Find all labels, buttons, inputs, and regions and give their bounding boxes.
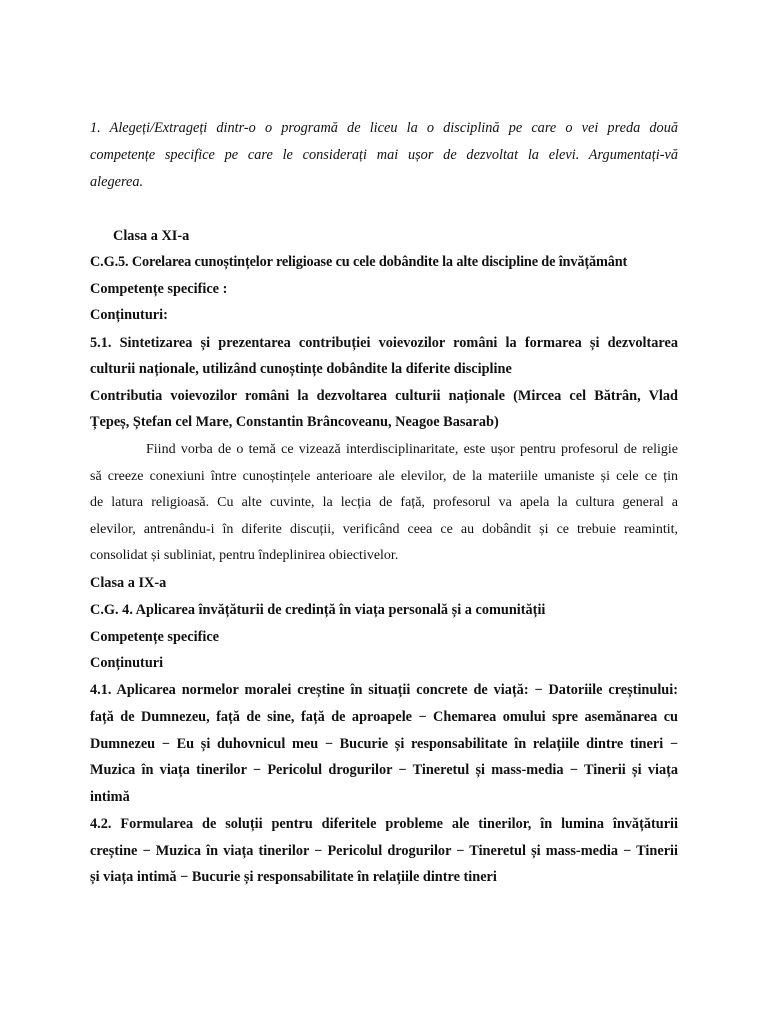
item-41-line-5: intimă (90, 789, 130, 805)
class-ix-heading: Clasa a IX-a (90, 575, 167, 591)
paragraph-line-4: elevilor, antrenându-i în diferite discuții, verificând ceea ce au dobândit și ce trebuie reamintit, (90, 522, 678, 537)
continuturi-label-ix: Conținuturi (90, 655, 164, 671)
paragraph-line-5: consolidat și subliniat, pentru îndeplinirea obiectivelor. (90, 548, 399, 563)
paragraph-line-2: să creeze conexiuni între cunoștințele anterioare ale elevilor, de la materiile umaniste și cele ce țin (90, 469, 678, 484)
continuturi-label-xi: Conținuturi: (90, 307, 168, 323)
competente-specifice-label-xi: Competențe specifice : (90, 281, 228, 297)
question-line-1: 1. Alegeți/Extrageți dintr-o o programă de liceu la o disciplină pe care o vei preda două (90, 120, 678, 136)
item-41-line-3: Dumnezeu − Eu și duhovnicul meu − Bucurie și responsabilitate în relațiile dintre tineri − (90, 736, 678, 752)
item-42-line-3: și viața intimă − Bucurie și responsabilitate în relațiile dintre tineri (90, 869, 497, 885)
paragraph-line-3: de latura religioasă. Cu alte cuvinte, la lecția de față, profesorul va apela la cultura general a (90, 495, 678, 510)
item-41-line-1: 4.1. Aplicarea normelor moralei creștine în situații concrete de viață: − Datoriile creștinului: (90, 682, 678, 698)
item-42-line-1: 4.2. Formularea de soluții pentru diferitele probleme ale tinerilor, în lumina învățăturii (90, 816, 678, 832)
competence-51-line-1: 5.1. Sintetizarea și prezentarea contribuției voievozilor români la formarea și dezvoltarea (90, 335, 678, 351)
competente-specifice-label-ix: Competențe specifice (90, 629, 220, 645)
competence-51-line-2: culturii naționale, utilizând cunoștințe dobândite la diferite discipline (90, 361, 512, 377)
item-41-line-2: față de Dumnezeu, față de sine, față de aproapele − Chemarea omului spre asemănarea cu (90, 709, 678, 725)
item-41-line-4: Muzica în viața tinerilor − Pericolul drogurilor − Tineretul și mass-media − Tinerii și viața (90, 762, 678, 778)
cg4-title: C.G. 4. Aplicarea învățăturii de credință în viața personală și a comunității (90, 602, 546, 618)
item-42-line-2: creștine − Muzica în viața tinerilor − Pericolul drogurilor − Tineretul și mass-media − Tinerii (90, 843, 678, 859)
content-xi-line-1: Contributia voievozilor români la dezvoltarea culturii naționale (Mircea cel Bătrân, Vlad (90, 388, 678, 404)
question-line-2: competențe specifice pe care le considerați mai ușor de dezvoltat la elevi. Argumentați-vă (90, 147, 678, 163)
cg5-title: C.G.5. Corelarea cunoștințelor religioase cu cele dobândite la alte discipline de învățământ (90, 254, 628, 270)
class-xi-heading: Clasa a XI-a (113, 228, 190, 244)
content-xi-line-2: Țepeș, Ștefan cel Mare, Constantin Brâncoveanu, Neagoe Basarab) (90, 414, 499, 430)
paragraph-line-1: Fiind vorba de o temă ce vizează interdisciplinaritate, este ușor pentru profesorul de religie (146, 442, 678, 457)
question-line-3: alegerea. (90, 174, 144, 190)
